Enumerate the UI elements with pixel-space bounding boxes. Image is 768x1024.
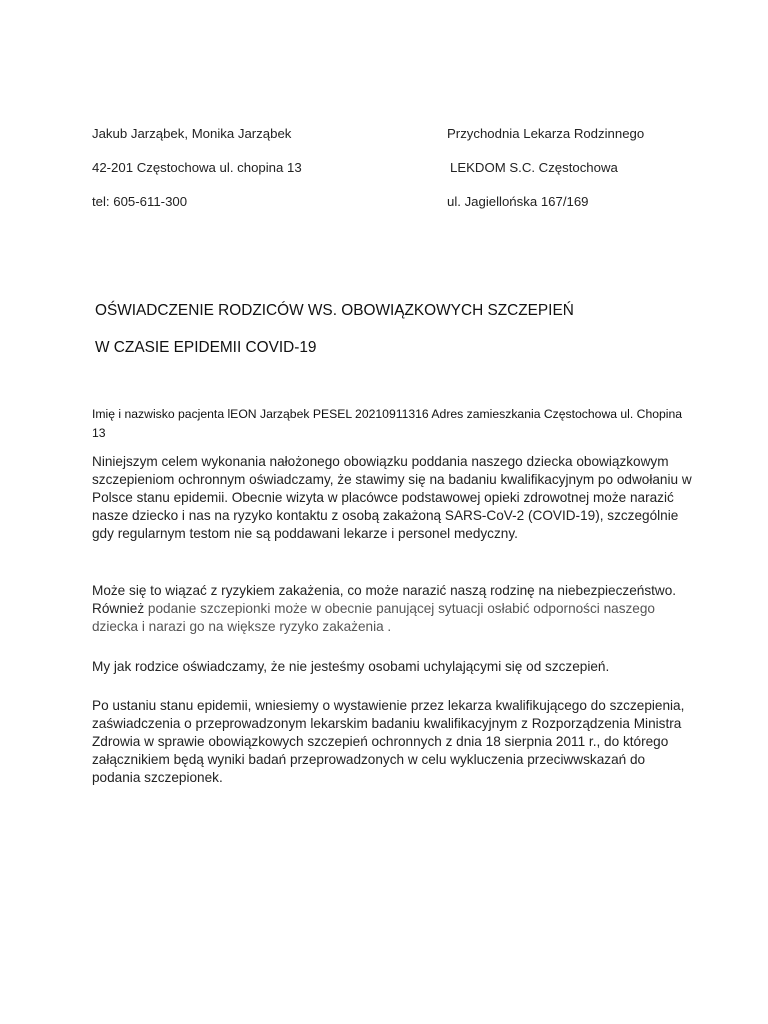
patient-info: Imię i nazwisko pacjenta lEON Jarząbek PESEL 20210911316 Adres zamieszkania Częstochowa ul. Chopina 13 — [92, 407, 683, 440]
parent-names: Jakub Jarząbek, Monika Jarząbek — [92, 126, 292, 141]
document-title-line1: OŚWIADCZENIE RODZICÓW WS. OBOWIĄZKOWYCH SZCZEPIEŃ — [95, 302, 574, 319]
clinic-company: LEKDOM S.C. Częstochowa — [450, 160, 618, 175]
paragraph-2-part1: Może się to wiązać z ryzykiem zakażenia, co może narazić naszą rodzinę na niebezpieczeństwo. Również — [92, 583, 677, 616]
paragraph-1: Niniejszym celem wykonania nałożonego obowiązku poddania naszego dziecka obowiązkowym szczepieniom ochronnym oświadczamy, że stawimy się na badaniu kwalifikacyjnym po odwołaniu w Polsce stanu epidemii. Obecnie wizyta w placówce podstawowej opieki zdrowotnej może narazić nasze dziecko i nas na ryzyko kontaktu z osobą zakażoną SARS-CoV-2 (COVID-19), szczególnie gdy regularnym testom nie są poddawani lekarze i personel medyczny. — [92, 454, 692, 541]
clinic-street: ul. Jagiellońska 167/169 — [447, 194, 589, 209]
paragraph-3: My jak rodzice oświadczamy, że nie jesteśmy osobami uchylającymi się od szczepień. — [92, 659, 610, 674]
clinic-name: Przychodnia Lekarza Rodzinnego — [447, 126, 645, 141]
paragraph-2-part2: podanie szczepionki może w obecnie panującej sytuacji osłabić odporności naszego dziecka i narazi go na większe ryzyko zakażenia . — [92, 601, 655, 634]
paragraph-4: Po ustaniu stanu epidemii, wniesiemy o wystawienie przez lekarza kwalifikującego do szczepienia, zaświadczenia o przeprowadzonym lekarskim badaniu kwalifikacyjnym z Rozporządzenia Ministra Zdrowia w sprawie obowiązkowych szczepień ochronnych z dnia 18 sierpnia 2011 r., do którego załącznikiem będą wyniki badań przeprowadzonych w celu wykluczenia przeciwwskazań do podania szczepionek. — [92, 698, 685, 785]
paragraph-2 — [92, 582, 692, 636]
parent-address: 42-201 Częstochowa ul. chopina 13 — [92, 160, 302, 175]
parent-phone: tel: 605-611-300 — [92, 194, 188, 209]
document-title-line2: W CZASIE EPIDEMII COVID-19 — [95, 339, 317, 356]
